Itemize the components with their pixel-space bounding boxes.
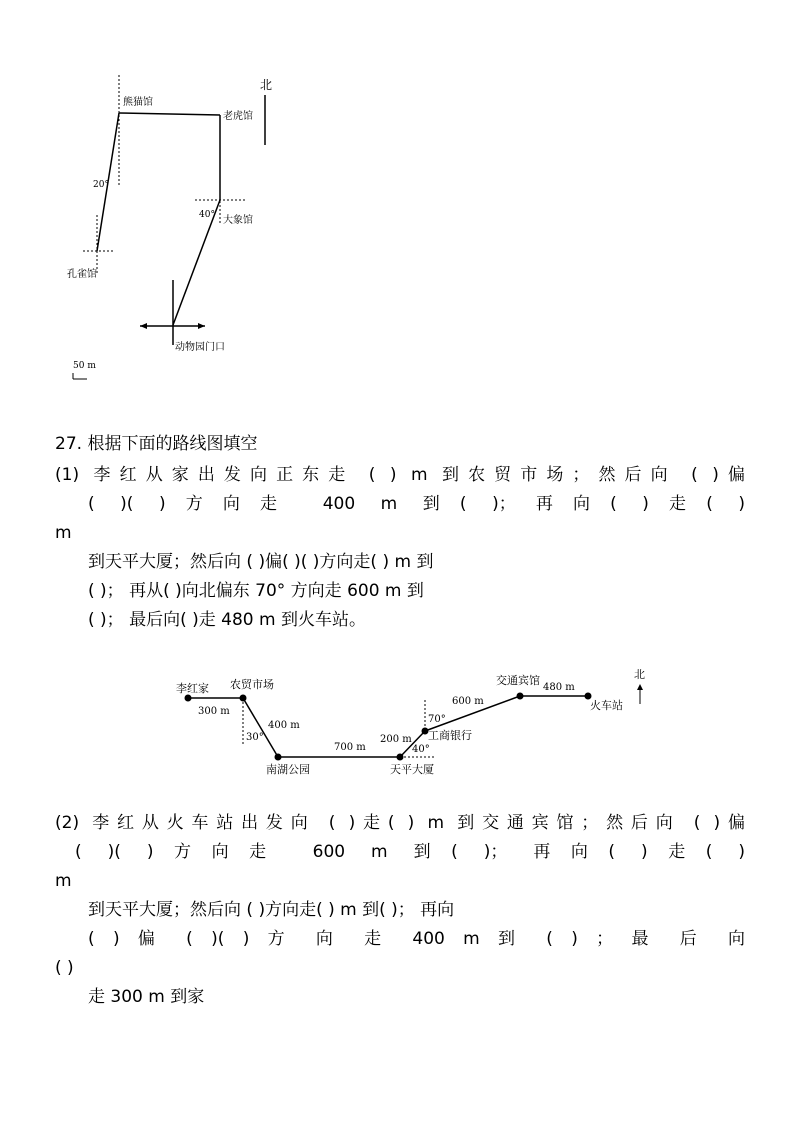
- place-bank: 工商银行: [428, 729, 472, 742]
- q27-part2-line3: m: [55, 871, 72, 891]
- label-tiger: 老虎馆: [223, 111, 253, 122]
- label-peacock: 孔雀馆: [67, 269, 97, 280]
- q27-part2-line6: ( ): [55, 958, 74, 978]
- place-hotel: 交通宾馆: [496, 674, 540, 687]
- question-27-title: 27. 根据下面的路线图填空: [55, 434, 258, 454]
- angle-30: 30°: [246, 732, 264, 743]
- q27-part2-line1: (2) 李红从火车站出发向 ( )走( ) m 到交通宾馆；然后向 ( )偏: [55, 813, 745, 833]
- q27-part1-line1: (1) 李红从家出发向正东走 ( ) m 到农贸市场；然后向 ( )偏: [55, 465, 745, 485]
- dist-480: 480 m: [543, 682, 575, 693]
- north-label: 北: [634, 668, 645, 681]
- dist-400: 400 m: [268, 720, 300, 731]
- place-park: 南湖公园: [266, 763, 310, 776]
- angle-40: 40°: [412, 744, 430, 755]
- q27-part1-line6: ( )； 最后向( )走 480 m 到火车站。: [88, 610, 366, 630]
- q27-part2-line2: ( )( )方向走 600 m 到( )； 再向( )走( ): [75, 842, 745, 862]
- label-entrance: 动物园门口: [175, 342, 225, 353]
- scale-label: 50 m: [73, 361, 96, 371]
- dist-200: 200 m: [380, 734, 412, 745]
- angle-70: 70°: [428, 714, 446, 725]
- q27-part2-line5: ( ) 偏 ( )( ) 方 向 走 400 m 到 ( ) ； 最 后 向: [88, 929, 745, 949]
- dist-700: 700 m: [334, 742, 366, 753]
- dist-300: 300 m: [198, 706, 230, 717]
- lihong-route-map: [170, 660, 650, 785]
- q27-part1-line3: m: [55, 523, 72, 543]
- label-panda: 熊猫馆: [123, 97, 153, 108]
- angle-20: 20°: [93, 180, 109, 190]
- label-elephant: 大象馆: [223, 215, 253, 226]
- north-label: 北: [260, 78, 273, 92]
- q27-part1-line4: 到天平大厦；然后向 ( )偏( )( )方向走( ) m 到: [88, 552, 434, 572]
- place-tianping: 天平大厦: [390, 763, 434, 776]
- q27-part2-line4: 到天平大厦；然后向 ( )方向走( ) m 到( )； 再向: [88, 900, 455, 920]
- q27-part1-line5: ( )； 再从( )向北偏东 70° 方向走 600 m 到: [88, 581, 424, 601]
- place-home: 李红家: [176, 682, 209, 695]
- q27-part2-line7: 走 300 m 到家: [88, 987, 205, 1007]
- q27-part1-line2: ( )( )方向走 400 m 到( )；再向( )走( ): [88, 494, 745, 514]
- route-segment: [119, 113, 220, 115]
- place-market: 农贸市场: [230, 678, 274, 691]
- place-station: 火车站: [590, 699, 623, 712]
- angle-40: 40°: [199, 210, 215, 220]
- zoo-route-map: [55, 65, 285, 395]
- dist-600: 600 m: [452, 696, 484, 707]
